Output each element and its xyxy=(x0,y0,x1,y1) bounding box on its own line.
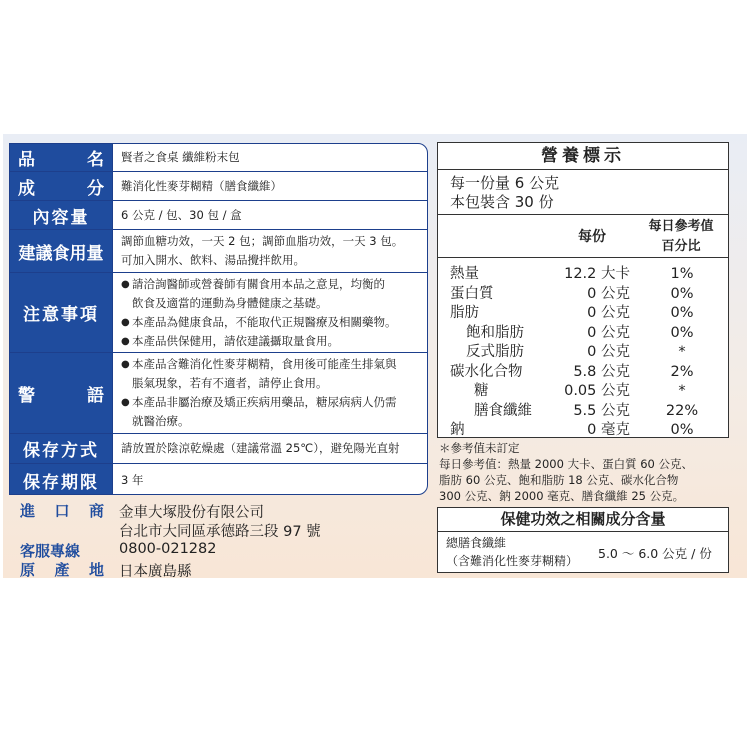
value-hotline: 0800-021282 xyxy=(119,541,217,557)
nutrient-daily-value: 22% xyxy=(665,402,699,419)
nutrition-row xyxy=(438,342,728,362)
nutrient-amount: 0 毫克 xyxy=(587,422,630,438)
nutrient-daily-value: * xyxy=(678,344,686,360)
serving-size: 每一份量 6 公克 xyxy=(450,174,560,192)
nutrient-daily-value: 0% xyxy=(670,285,694,302)
nutrition-notes xyxy=(439,440,739,504)
nutrition-row xyxy=(438,401,728,421)
health-ingredient-box xyxy=(437,507,729,573)
value-usage-line: 可加入開水、飲料、湯品攪拌飲用。 xyxy=(121,253,305,267)
label-usage: 建議食用量 xyxy=(10,230,113,272)
row-shelf-life xyxy=(10,464,427,495)
product-info-table xyxy=(9,143,428,495)
column-daily-reference: 每日參考值 百分比 xyxy=(648,219,714,254)
nutrient-amount: 0.05 公克 xyxy=(564,383,630,399)
value-usage-line: 調節血糖功效，一天 2 包；調節血脂功效，一天 3 包。 xyxy=(121,234,404,248)
row-content xyxy=(10,201,427,230)
nutrient-amount: 12.2 大卡 xyxy=(564,266,630,282)
value-product-name: 賢者之食桌 纖維粉末包 xyxy=(121,150,240,164)
label-product-name-1: 品 xyxy=(18,150,35,170)
divider xyxy=(438,257,728,258)
divider xyxy=(438,214,728,215)
row-ingredient xyxy=(10,172,427,201)
nutrition-title: 營養標示 xyxy=(438,143,728,170)
warning-text: 就醫治療。 xyxy=(132,414,190,428)
nutrient-daily-value: 0% xyxy=(670,422,694,438)
nutrient-name: 反式脂肪 xyxy=(466,344,524,360)
health-ingredient-name: 總膳食纖維 xyxy=(446,536,507,550)
nutrition-row xyxy=(438,303,728,323)
warning-bullet xyxy=(121,355,421,393)
nutrient-daily-value: 0% xyxy=(670,305,694,321)
label-importer: 進 口 商 xyxy=(20,502,104,520)
nutrient-amount: 0 公克 xyxy=(587,285,630,302)
notice-bullet xyxy=(121,332,421,351)
row-notice xyxy=(10,273,427,353)
nutrition-row xyxy=(438,420,728,440)
notice-bullet xyxy=(121,313,421,332)
label-product-name-2: 名 xyxy=(87,150,104,170)
nutrient-name: 糖 xyxy=(474,383,489,399)
nutrient-name: 鈉 xyxy=(450,422,465,438)
value-content: 6 公克 / 包、30 包 / 盒 xyxy=(121,207,242,222)
row-warning xyxy=(10,353,427,434)
label-shelf-life: 保存期限 xyxy=(10,464,113,495)
nutrient-name: 蛋白質 xyxy=(450,285,494,302)
label-ingredient-2: 分 xyxy=(87,178,104,199)
bullet-icon: ● xyxy=(121,316,130,328)
note-line: ＊參考值未訂定 xyxy=(439,441,520,455)
health-title: 保健功效之相關成分含量 xyxy=(438,508,728,532)
label-origin: 原 產 地 xyxy=(20,561,104,579)
label-notice: 注意事項 xyxy=(10,273,113,352)
nutrient-daily-value: * xyxy=(678,383,686,399)
value-ingredient: 難消化性麥芽糊精（膳食纖維） xyxy=(121,178,282,193)
value-importer: 金車大塚股份有限公司 xyxy=(119,505,264,521)
value-address: 台北市大同區承德路三段 97 號 xyxy=(119,524,321,540)
warning-text: 本產品非屬治療及矯正疾病用藥品，糖尿病病人仍需 xyxy=(132,395,397,409)
warning-text: 脹氣現象，若有不適者，請停止食用。 xyxy=(132,376,328,390)
nutrition-row xyxy=(438,323,728,343)
nutrient-name: 碳水化合物 xyxy=(450,363,523,380)
nutrient-daily-value: 2% xyxy=(670,363,694,380)
note-line: 每日參考值：熱量 2000 大卡、蛋白質 60 公克、 xyxy=(439,457,694,471)
nutrient-name: 飽和脂肪 xyxy=(466,324,524,341)
nutrient-name: 熱量 xyxy=(450,266,479,282)
value-shelf-life: 3 年 xyxy=(121,472,144,487)
health-ingredient-note: （含難消化性麥芽糊精） xyxy=(446,554,579,568)
row-storage xyxy=(10,434,427,464)
notice-text: 請洽詢醫師或營養師有關食用本品之意見，均衡的 xyxy=(132,276,385,291)
nutrition-row xyxy=(438,362,728,382)
nutrient-amount: 0 公克 xyxy=(587,305,630,321)
value-storage: 請放置於陰涼乾燥處（建議常溫 25℃），避免陽光直射 xyxy=(121,441,400,455)
note-line: 300 公克、鈉 2000 毫克、膳食纖維 25 公克。 xyxy=(439,489,685,503)
nutrient-daily-value: 1% xyxy=(670,266,694,282)
row-product-name xyxy=(10,144,427,172)
label-warning-1: 警 xyxy=(18,385,35,406)
nutrition-row xyxy=(438,381,728,401)
bullet-icon: ● xyxy=(121,278,130,290)
bullet-icon: ● xyxy=(121,359,130,370)
bullet-icon: ● xyxy=(121,335,130,347)
nutrition-row xyxy=(438,264,728,284)
nutrient-daily-value: 0% xyxy=(670,324,694,341)
notice-text: 飲食及適當的運動為身體健康之基礎。 xyxy=(132,295,328,310)
nutrition-row xyxy=(438,284,728,304)
notice-text: 本產品為健康食品，不能取代正規醫療及相關藥物。 xyxy=(132,314,397,329)
servings-per-package: 本包裝含 30 份 xyxy=(450,193,554,211)
value-origin: 日本廣島縣 xyxy=(119,564,192,580)
nutrition-facts-table xyxy=(437,142,729,438)
label-hotline: 客服專線 xyxy=(20,542,81,560)
note-line: 脂肪 60 公克、飽和脂肪 18 公克、碳水化合物 xyxy=(439,473,679,487)
label-warning-2: 語 xyxy=(87,385,104,406)
warning-text: 本產品含難消化性麥芽糊精，食用後可能產生排氣與 xyxy=(132,357,397,371)
row-usage xyxy=(10,230,427,273)
column-per-serving: 每份 xyxy=(578,229,606,245)
nutrient-amount: 5.8 公克 xyxy=(573,363,630,380)
nutrient-name: 脂肪 xyxy=(450,305,479,321)
label-content: 內容量 xyxy=(10,201,113,229)
nutrient-amount: 5.5 公克 xyxy=(573,402,630,419)
warning-bullet xyxy=(121,393,421,431)
label-storage: 保存方式 xyxy=(10,434,113,463)
nutrient-amount: 0 公克 xyxy=(587,344,630,360)
bullet-icon: ● xyxy=(121,397,130,408)
health-ingredient-value: 5.0 ～ 6.0 公克 / 份 xyxy=(598,546,712,561)
notice-text: 本產品供保健用，請依建議攝取量食用。 xyxy=(132,333,339,348)
notice-bullet xyxy=(121,275,421,313)
label-ingredient-1: 成 xyxy=(18,178,35,199)
nutrient-amount: 0 公克 xyxy=(587,324,630,341)
nutrient-name: 膳食纖維 xyxy=(474,402,532,419)
